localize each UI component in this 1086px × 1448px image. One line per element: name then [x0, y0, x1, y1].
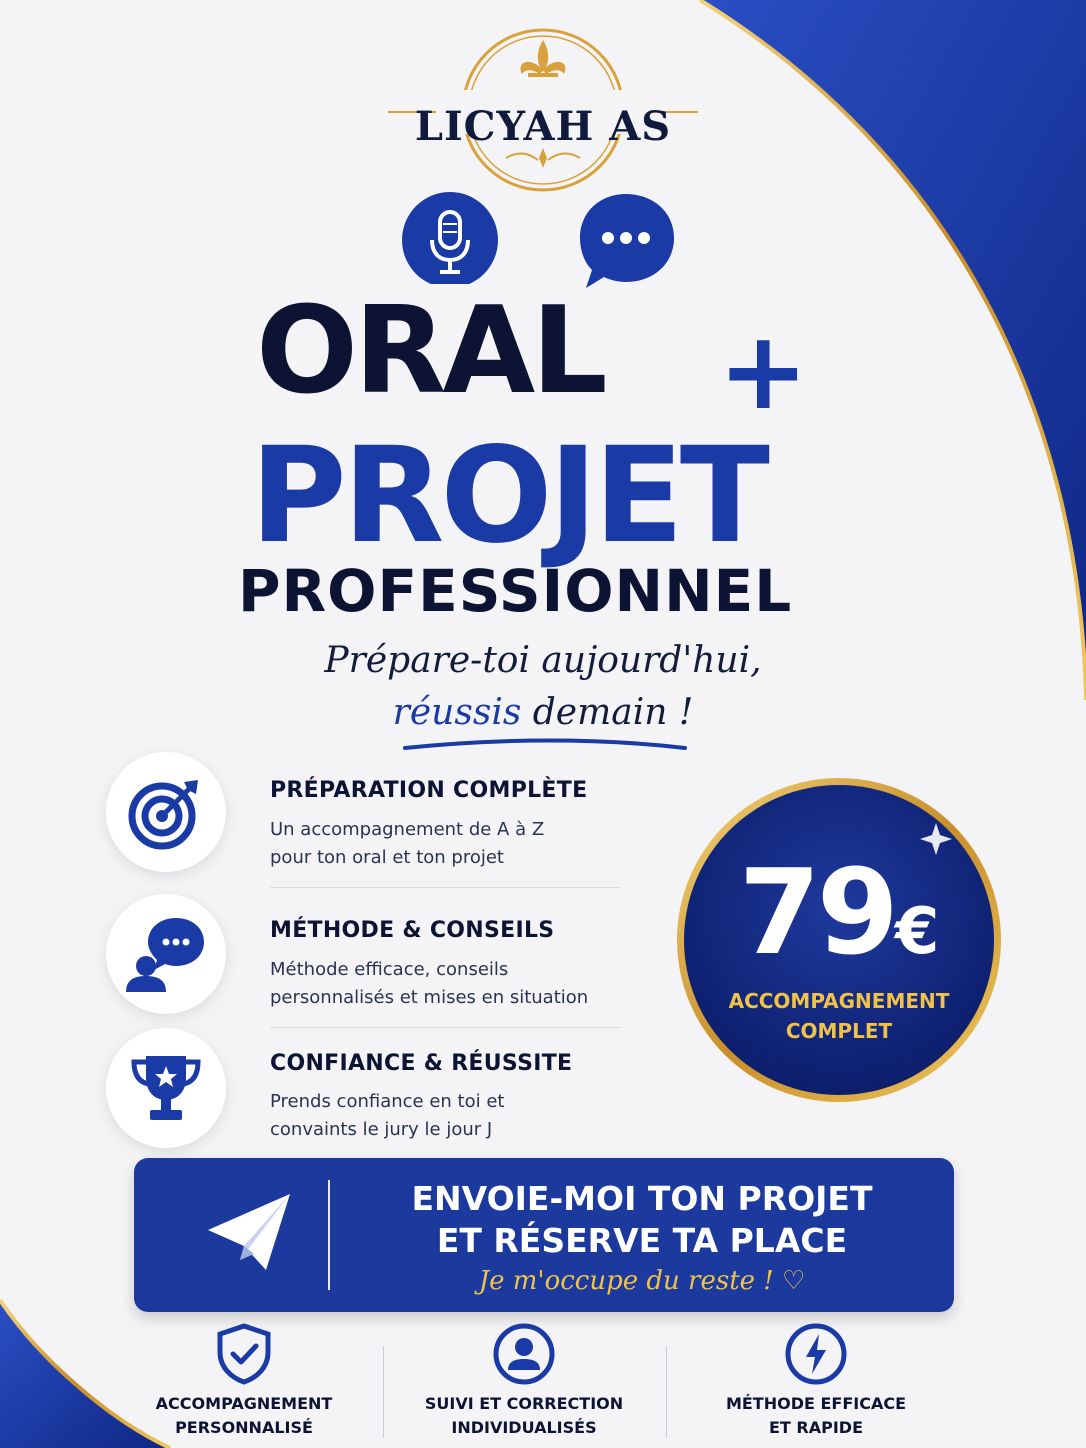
microphone-icon: [400, 192, 502, 288]
cta-line-1: ENVOIE-MOI TON PROJET: [411, 1179, 873, 1218]
feature-title-confiance: CONFIANCE & RÉUSSITE: [270, 1051, 573, 1076]
guarantee-label-line: INDIVIDUALISÉS: [451, 1418, 597, 1437]
chat-bubble-icon: [578, 192, 678, 296]
feature-desc-line: personnalisés et mises en situation: [270, 987, 589, 1008]
guarantee-rapide: [676, 1322, 956, 1440]
feature-desc-confiance: [270, 1088, 650, 1144]
feature-divider: [270, 1027, 620, 1028]
headline-oral: ORAL: [256, 282, 604, 421]
trophy-icon: [106, 1028, 226, 1148]
feature-desc-line: Méthode efficace, conseils: [270, 959, 509, 980]
user-circle-icon: [492, 1322, 556, 1386]
cta-line-2: ET RÉSERVE TA PLACE: [436, 1221, 848, 1260]
price-label-line-2: COMPLET: [785, 1019, 893, 1043]
guarantee-label-line: ET RAPIDE: [768, 1418, 863, 1437]
paper-plane-icon: [204, 1190, 294, 1274]
guarantee-label-line: SUIVI ET CORRECTION: [424, 1394, 624, 1413]
cta-banner[interactable]: [134, 1158, 954, 1312]
shield-check-icon: [214, 1322, 274, 1386]
price-amount: [674, 843, 1004, 981]
brand-logo: [388, 18, 698, 198]
price-currency: €: [894, 895, 940, 969]
headline-projet: PROJET: [250, 419, 766, 573]
headline-professionnel: PROFESSIONNEL: [238, 557, 793, 625]
guarantee-label-line: MÉTHODE EFFICACE: [725, 1394, 907, 1413]
price-label-line-1: ACCOMPAGNEMENT: [728, 989, 950, 1013]
feature-desc-line: pour ton oral et ton projet: [270, 847, 504, 868]
guarantee-suivi: [384, 1322, 664, 1440]
feature-title-methode: MÉTHODE & CONSEILS: [270, 918, 555, 943]
headline-plus: +: [718, 309, 809, 434]
feature-desc-line: Prends confiance en toi et: [270, 1091, 505, 1112]
slogan-line-2: [0, 692, 1086, 733]
guarantee-separator: [666, 1346, 667, 1438]
guarantee-label-line: PERSONNALISÉ: [175, 1418, 313, 1437]
guarantee-personnalise: [104, 1322, 384, 1440]
coach-chat-icon: [106, 894, 226, 1014]
feature-title-preparation: PRÉPARATION COMPLÈTE: [270, 778, 588, 803]
lightning-icon: [784, 1322, 848, 1386]
guarantee-label: [384, 1392, 664, 1440]
slogan-rest: demain !: [521, 692, 694, 733]
feature-desc-preparation: [270, 816, 650, 872]
cta-subtitle: Je m'occupe du reste ! ♡: [478, 1266, 806, 1296]
feature-desc-methode: [270, 956, 650, 1012]
brand-name: LICYAH AS: [414, 103, 672, 150]
guarantee-label-line: ACCOMPAGNEMENT: [155, 1394, 333, 1413]
feature-divider: [270, 887, 620, 888]
target-icon: [106, 752, 226, 872]
guarantee-label: [104, 1392, 384, 1440]
price-number: 79: [738, 843, 895, 981]
slogan-line-1: Prépare-toi aujourd'hui,: [324, 640, 762, 681]
slogan-accent: réussis: [392, 692, 522, 733]
feature-desc-line: convaints le jury le jour J: [270, 1119, 493, 1140]
guarantee-label: [676, 1392, 956, 1440]
feature-desc-line: Un accompagnement de A à Z: [270, 819, 545, 840]
price-badge: [674, 775, 1004, 1105]
